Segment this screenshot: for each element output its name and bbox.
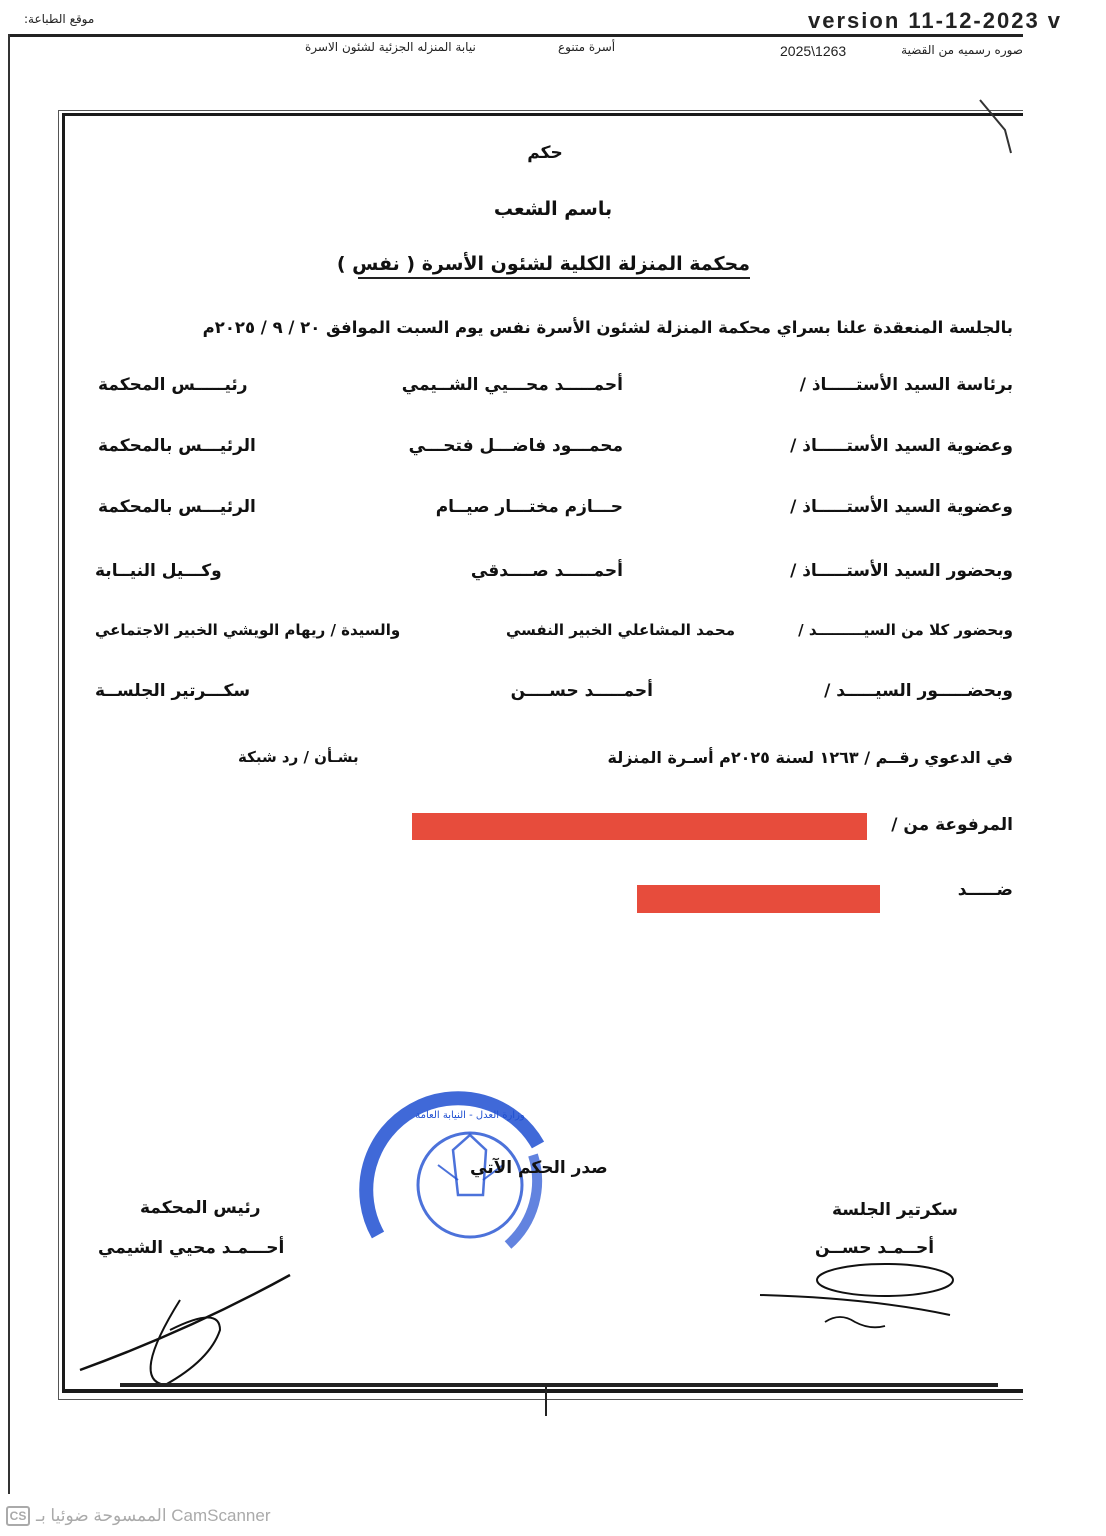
case-number: 2025\1263	[780, 43, 847, 59]
session-secretary-name: أحــمـد حســن	[815, 1238, 935, 1258]
session-secretary-title: سكرتير الجلسة	[832, 1200, 959, 1220]
camscanner-watermark	[6, 1506, 270, 1526]
member-prefix: برئاسة السيد الأستـــــاذ /	[799, 375, 1013, 395]
member-role: الرئيـــس بالمحكمة	[98, 497, 256, 517]
court-president-name: أحـــمـد محيي الشيمي	[98, 1238, 285, 1258]
court-president-title: رئيس المحكمة	[140, 1198, 261, 1218]
member-prefix: وعضوية السيد الأستـــــاذ /	[790, 436, 1013, 456]
secretary-signature	[760, 1260, 1000, 1350]
member-name: أحمـــــد محـــيي الشــيمي	[401, 375, 623, 395]
case-subject: بشـأن / رد شبكة	[238, 748, 359, 766]
center-tick	[545, 1386, 547, 1416]
plaintiff-label: المرفوعة من /	[891, 815, 1013, 835]
defendant-label: ضـــــد	[957, 880, 1013, 900]
camscanner-logo-icon: CS	[6, 1506, 30, 1526]
member-role: وكـــيل النيــابة	[95, 561, 222, 581]
member-name: محمـــود فاضـــل فتحـــي	[408, 436, 623, 456]
expert-psychological: محمد المشاعلي الخبير النفسي	[505, 621, 735, 639]
case-description: في الدعوي رقــم / ١٢٦٣ لسنة ٢٠٢٥م أسـرة المنزلة	[607, 748, 1013, 767]
member-prefix: وبحضور السيد الأستـــــاذ /	[790, 561, 1013, 581]
left-margin-line	[8, 34, 10, 1494]
judgment-title: حكم	[527, 143, 563, 163]
plaintiff-redaction	[412, 813, 867, 840]
in-name-of-people: باسم الشعب	[493, 198, 613, 220]
prosecution-label: نيابة المنزله الجزئية لشئون الاسرة	[305, 40, 476, 54]
president-signature	[70, 1250, 330, 1390]
seal-text: وزارة العدل - النيابة العامة	[415, 1110, 525, 1121]
judgment-issued-caption: صدر الحكم الآتي	[470, 1158, 608, 1178]
official-copy-label: صوره رسميه من القضية	[901, 43, 1023, 57]
secretary-name: أحمـــــد حســــن	[510, 681, 653, 701]
expert-social: والسيدة / ريهام الويشي الخبير الاجتماعي	[95, 621, 401, 639]
member-name: أحمـــــد صــــدقي	[470, 561, 623, 581]
header-rule	[10, 34, 1023, 37]
secretary-role: سكـــرتير الجلســة	[95, 681, 251, 701]
secretary-prefix: وبحضـــــور السيـــــد /	[824, 681, 1013, 701]
session-intro: بالجلسة المنعقدة علنا بسراي محكمة المنزلة لشئون الأسرة نفس يوم السبت الموافق ٢٠ / ٩ / ٢٠٢٥م	[202, 318, 1013, 337]
version-label: version 11-12-2023 v	[808, 8, 1063, 33]
signature-rule	[120, 1383, 998, 1387]
member-prefix: وعضوية السيد الأستـــــاذ /	[790, 497, 1013, 517]
member-role: رئيـــــس المحكمة	[98, 375, 248, 395]
case-type-label: أسرة متنوع	[558, 40, 616, 54]
court-name: محكمة المنزلة الكلية لشئون الأسرة ( نفس )	[358, 253, 750, 279]
camscanner-text: الممسوحة ضوئيا بـ CamScanner	[36, 1506, 271, 1525]
experts-prefix: وبحضور كلا من السيـــــــــد /	[798, 621, 1013, 639]
member-name: حـــازم مختـــار صيــام	[435, 497, 623, 517]
member-role: الرئيـــس بالمحكمة	[98, 436, 256, 456]
print-location-label: موقع الطباعة:	[24, 12, 95, 26]
defendant-redaction	[637, 885, 880, 913]
